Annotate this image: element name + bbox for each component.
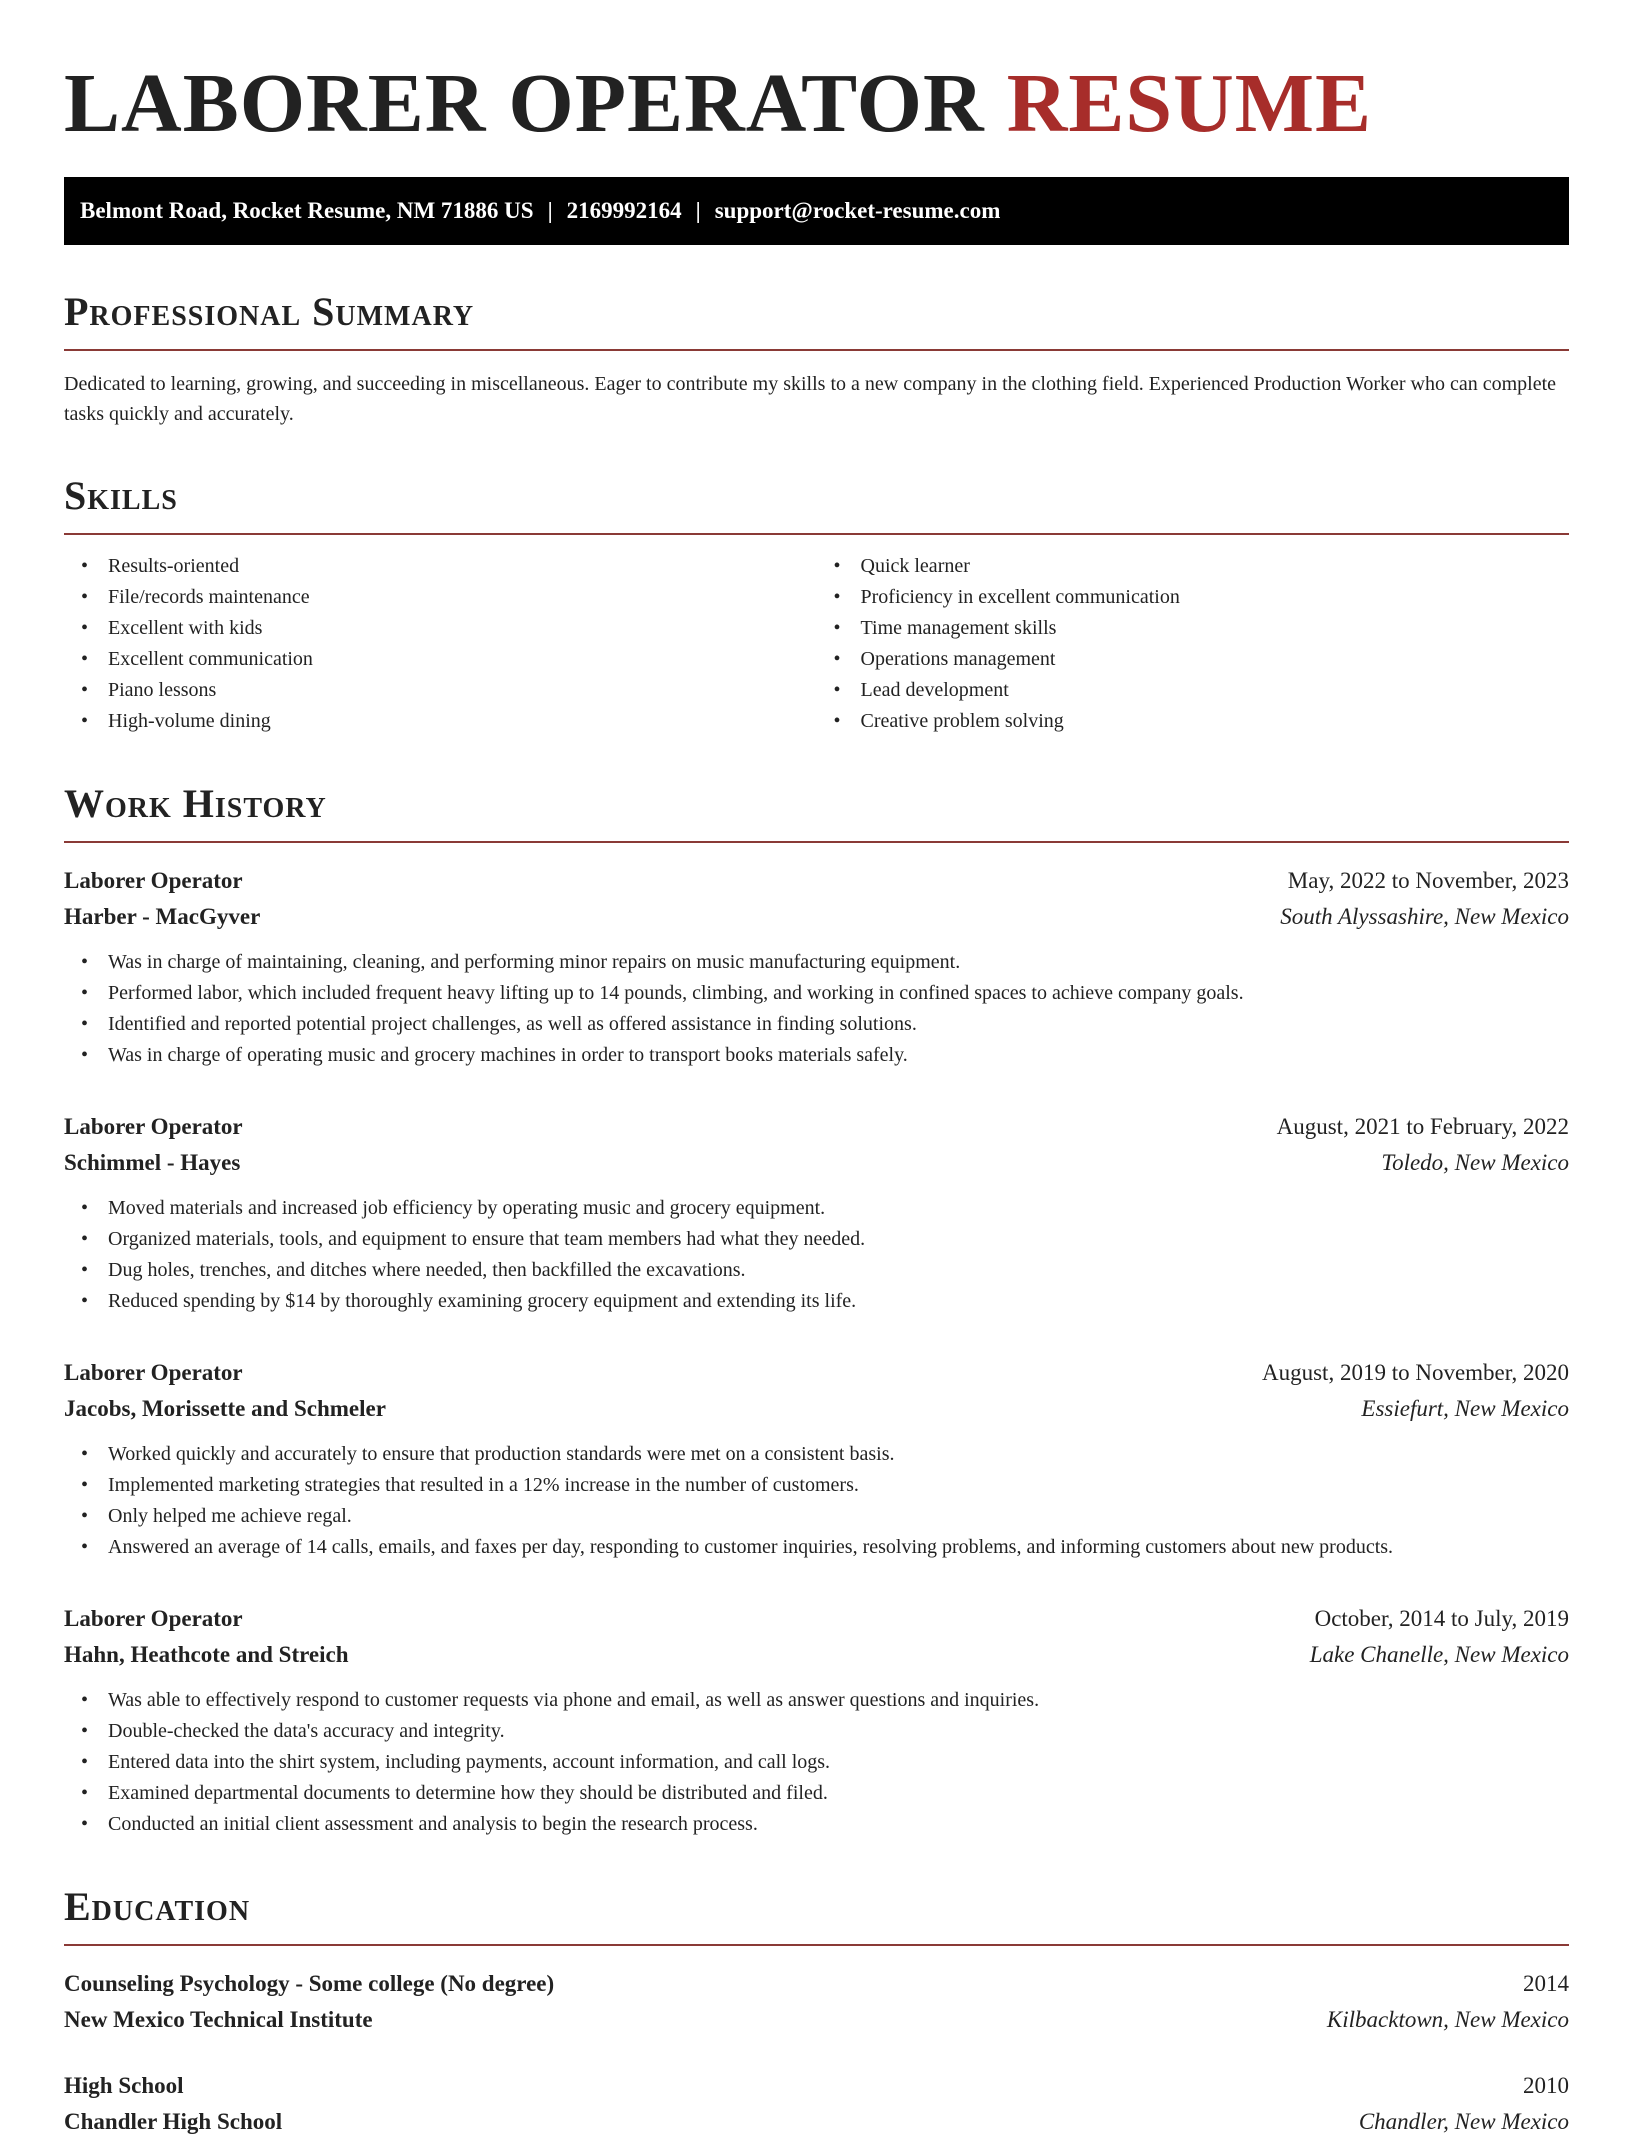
job-bullet: • Worked quickly and accurately to ensure that production standards were met on a consistent basis. [64, 1439, 1569, 1470]
job-company: Hahn, Heathcote and Streich [64, 1642, 349, 1667]
job-bullet: • Organized materials, tools, and equipment to ensure that team members had what they needed. [64, 1224, 1569, 1255]
job-dates: October, 2014 to July, 2019 [1314, 1606, 1569, 1631]
job-bullets [64, 1193, 1569, 1317]
job-bullet: • Entered data into the shirt system, including payments, account information, and call logs. [64, 1747, 1569, 1778]
job-bullets [64, 1685, 1569, 1840]
job-bullet: • Only helped me achieve regal. [64, 1501, 1569, 1532]
contact-email[interactable]: support@rocket-resume.com [714, 198, 1001, 223]
job-title: Laborer Operator [64, 1114, 243, 1139]
section-heading-education: Education [64, 1884, 1569, 1946]
section-heading-skills: Skills [64, 473, 1569, 535]
job-bullet: • Double-checked the data's accuracy and integrity. [64, 1716, 1569, 1747]
job-entry [64, 1355, 1569, 1563]
job-bullet: • Moved materials and increased job efficiency by operating music and grocery equipment. [64, 1193, 1569, 1224]
job-title: Laborer Operator [64, 1606, 243, 1631]
skill-item: • Proficiency in excellent communication [817, 582, 1570, 613]
skill-item: • Quick learner [817, 551, 1570, 582]
job-dates: August, 2021 to February, 2022 [1276, 1114, 1569, 1139]
education-section [64, 1884, 1569, 2140]
job-title: Laborer Operator [64, 868, 243, 893]
skills-list [64, 551, 1569, 737]
job-entry [64, 863, 1569, 1071]
section-heading-work-history: Work History [64, 781, 1569, 843]
education-year: 2014 [1523, 1971, 1569, 1996]
skill-item: • Results-oriented [64, 551, 817, 582]
skills-column-right [817, 551, 1570, 737]
job-bullet: • Reduced spending by $14 by thoroughly examining grocery equipment and extending its life. [64, 1286, 1569, 1317]
summary-text: Dedicated to learning, growing, and succeeding in miscellaneous. Eager to contribute my skills to a new company in the clothing field. Experienced Production Worker who can complete tasks quickly and accurately. [64, 373, 1557, 425]
job-company: Schimmel - Hayes [64, 1150, 241, 1175]
education-degree: Counseling Psychology - Some college (No degree) [64, 1971, 555, 1996]
job-bullet: • Answered an average of 14 calls, emails, and faxes per day, responding to customer inquiries, resolving problems, and informing customers about new products. [64, 1532, 1569, 1563]
contact-address: Belmont Road, Rocket Resume, NM 71886 US [80, 198, 534, 223]
job-entry [64, 1109, 1569, 1317]
job-dates: May, 2022 to November, 2023 [1287, 868, 1569, 893]
job-bullet: • Was able to effectively respond to customer requests via phone and email, as well as answer questions and inquiries. [64, 1685, 1569, 1716]
contact-phone: 2169992164 [566, 198, 682, 223]
skill-item: • Lead development [817, 675, 1570, 706]
education-school: Chandler High School [64, 2109, 283, 2134]
job-title: Laborer Operator [64, 1360, 243, 1385]
job-bullet: • Conducted an initial client assessment and analysis to begin the research process. [64, 1809, 1569, 1840]
job-bullets [64, 947, 1569, 1071]
skill-item: • Piano lessons [64, 675, 817, 706]
resume-title [64, 56, 1569, 152]
job-dates: August, 2019 to November, 2020 [1262, 1360, 1569, 1385]
job-location: Lake Chanelle, New Mexico [1309, 1642, 1569, 1667]
education-year: 2010 [1523, 2073, 1569, 2098]
education-location: Kilbacktown, New Mexico [1326, 2007, 1569, 2032]
job-location: Toledo, New Mexico [1381, 1150, 1569, 1175]
job-location: South Alyssashire, New Mexico [1280, 904, 1569, 929]
resume-page [64, 0, 1569, 2140]
summary-section [64, 289, 1569, 429]
education-school: New Mexico Technical Institute [64, 2007, 373, 2032]
skill-item: • Operations management [817, 644, 1570, 675]
skills-column-left [64, 551, 817, 737]
job-location: Essiefurt, New Mexico [1361, 1396, 1569, 1421]
contact-separator: | [547, 198, 553, 223]
education-degree: High School [64, 2073, 184, 2098]
education-entry [64, 2068, 1569, 2140]
job-bullet: • Performed labor, which included frequent heavy lifting up to 14 pounds, climbing, and working in confined spaces to achieve company goals. [64, 978, 1569, 1009]
skill-item: • Time management skills [817, 613, 1570, 644]
title-main: LABORER OPERATOR [64, 57, 985, 150]
job-bullets [64, 1439, 1569, 1563]
job-bullet: • Identified and reported potential project challenges, as well as offered assistance in finding solutions. [64, 1009, 1569, 1040]
job-company: Harber - MacGyver [64, 904, 261, 929]
education-entry [64, 1966, 1569, 2038]
skill-item: • File/records maintenance [64, 582, 817, 613]
job-entry [64, 1601, 1569, 1840]
job-bullet: • Examined departmental documents to determine how they should be distributed and filed. [64, 1778, 1569, 1809]
section-heading-summary: Professional Summary [64, 289, 1569, 351]
job-company: Jacobs, Morissette and Schmeler [64, 1396, 386, 1421]
job-bullet: • Implemented marketing strategies that resulted in a 12% increase in the number of customers. [64, 1470, 1569, 1501]
skill-item: • High-volume dining [64, 706, 817, 737]
title-accent: RESUME [1006, 57, 1373, 150]
job-bullet: • Dug holes, trenches, and ditches where needed, then backfilled the excavations. [64, 1255, 1569, 1286]
job-bullet: • Was in charge of maintaining, cleaning, and performing minor repairs on music manufacturing equipment. [64, 947, 1569, 978]
contact-bar [64, 177, 1569, 245]
education-location: Chandler, New Mexico [1358, 2109, 1569, 2134]
job-bullet: • Was in charge of operating music and grocery machines in order to transport books materials safely. [64, 1040, 1569, 1071]
contact-separator: | [695, 198, 701, 223]
skill-item: • Creative problem solving [817, 706, 1570, 737]
skills-section [64, 473, 1569, 737]
work-history-section [64, 781, 1569, 1840]
skill-item: • Excellent with kids [64, 613, 817, 644]
skill-item: • Excellent communication [64, 644, 817, 675]
